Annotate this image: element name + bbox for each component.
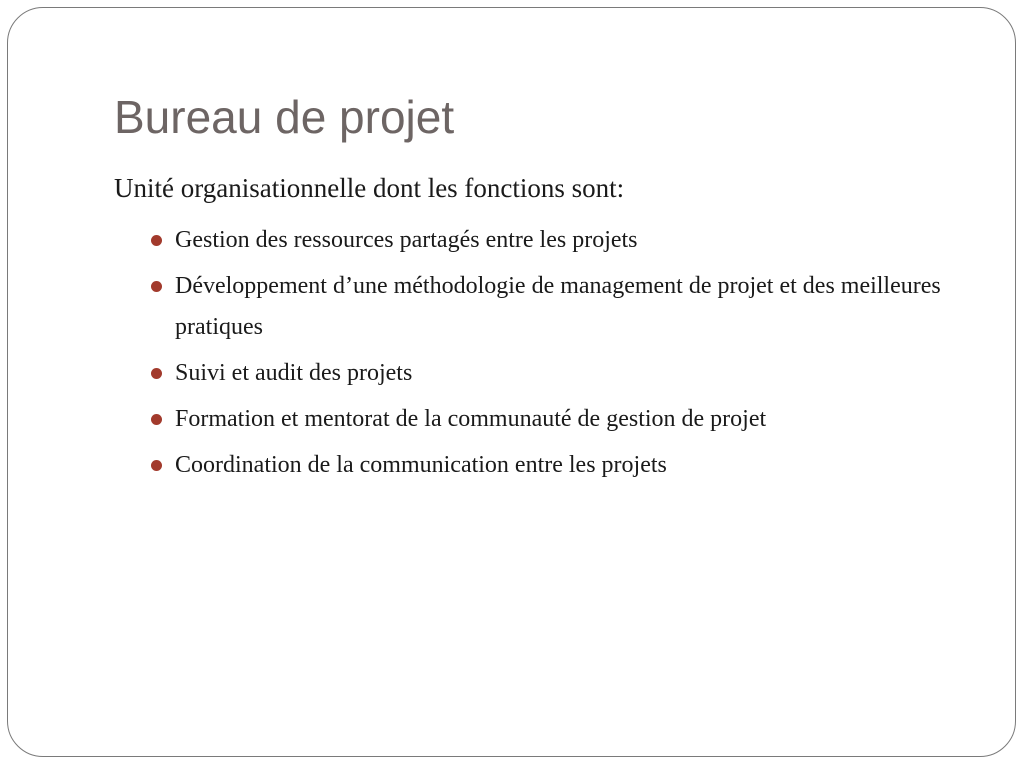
bullet-icon	[151, 235, 162, 246]
list-item	[151, 266, 971, 348]
list-item	[151, 399, 971, 440]
bullet-text: Développement d’une méthodologie de management de projet et des meilleures pratiques	[175, 273, 941, 340]
bullet-text: Suivi et audit des projets	[175, 360, 413, 386]
list-item	[151, 353, 971, 394]
bullet-icon	[151, 368, 162, 379]
list-item	[151, 220, 971, 261]
bullet-icon	[151, 414, 162, 425]
bullet-text: Formation et mentorat de la communauté de gestion de projet	[175, 406, 767, 432]
bullet-icon	[151, 281, 162, 292]
bullet-text: Coordination de la communication entre les projets	[175, 452, 667, 478]
bullet-list	[151, 220, 971, 491]
list-item	[151, 445, 971, 486]
slide-title: Bureau de projet	[114, 91, 455, 143]
intro-text: Unité organisationnelle dont les fonctions sont:	[114, 173, 625, 203]
bullet-icon	[151, 460, 162, 471]
bullet-text: Gestion des ressources partagés entre les projets	[175, 227, 638, 253]
